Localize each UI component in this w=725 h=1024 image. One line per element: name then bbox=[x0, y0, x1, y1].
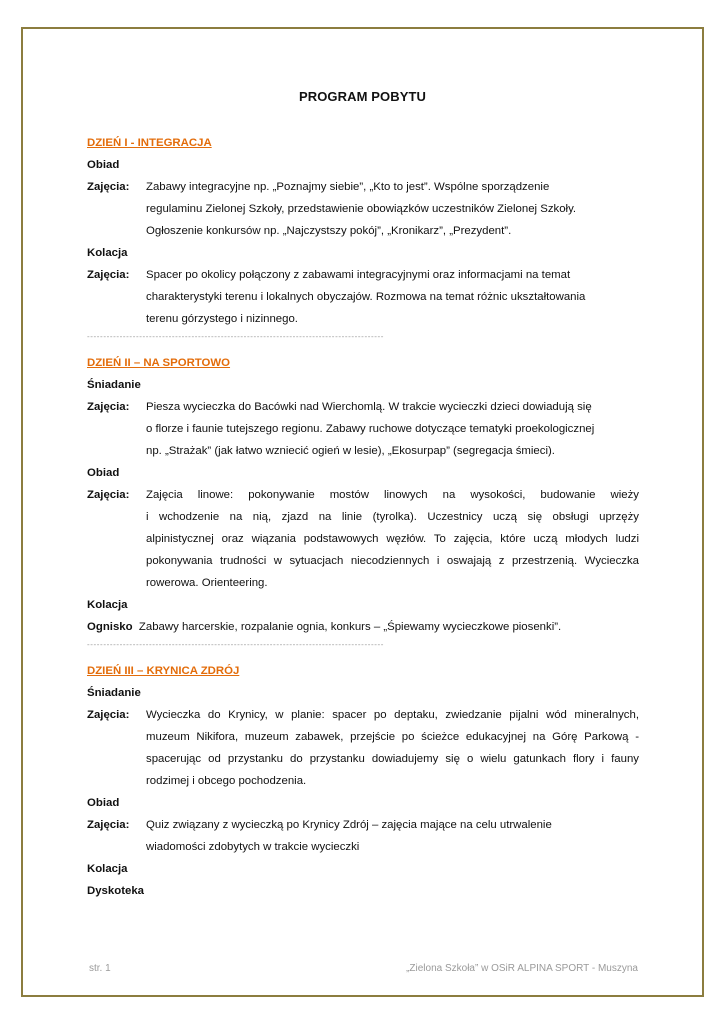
activity-label: Zajęcia: bbox=[87, 709, 130, 721]
activity-text-line: charakterystyki terenu i lokalnych obyczajów. Rozmowa na temat różnic ukształtowania bbox=[146, 291, 586, 303]
activity-text-line: regulaminu Zielonej Szkoły, przedstawienie obowiązków uczestników Zielonej Szkoły. bbox=[146, 203, 577, 215]
activity-text-line: Zajęcia linowe: pokonywanie mostów linowych na wysokości, budowanie wieży bbox=[146, 489, 639, 501]
meal-label: Obiad bbox=[87, 467, 120, 479]
activity-text-line: Wycieczka do Krynicy, w planie: spacer po deptaku, zwiedzanie pijalni wód mineralnych, bbox=[146, 709, 639, 721]
activity-entry bbox=[87, 814, 639, 858]
activity-entry bbox=[87, 484, 639, 594]
activity-text-line: rodzimej i obcego pochodzenia. bbox=[146, 775, 307, 787]
activity-entry bbox=[87, 704, 639, 792]
activity-text-line: np. „Strażak” (jak łatwo wzniecić ogień w lesie), „Ekosurpap” (segregacja śmieci). bbox=[146, 445, 555, 457]
activity-text-line: Spacer po okolicy połączony z zabawami integracyjnymi oraz informacjami na temat bbox=[146, 269, 571, 281]
meal-label: Obiad bbox=[87, 159, 120, 171]
activity-text-line: alpinistycznej oraz wiązania podstawowych węzłów. To zajęcia, które uczą młodych ludzi bbox=[146, 533, 639, 545]
page-title: PROGRAM POBYTU bbox=[298, 89, 427, 104]
activity-label: Zajęcia: bbox=[87, 181, 130, 193]
activity-text-line: spacerując od przystanku do przystanku dowiadujemy się o wielu gatunkach flory i fauny bbox=[146, 753, 639, 765]
day-2-heading: DZIEŃ II – NA SPORTOWO bbox=[87, 357, 231, 369]
bonfire-text: Zabawy harcerskie, rozpalanie ognia, konkurs – „Śpiewamy wycieczkowe piosenki”. bbox=[138, 621, 562, 633]
bonfire-entry bbox=[87, 616, 639, 638]
meal-label: Obiad bbox=[87, 797, 120, 809]
bonfire-label: Ognisko bbox=[87, 621, 133, 633]
activity-text-line: o florze i faunie tutejszego regionu. Zabawy ruchowe dotyczące tematyki proekologicznej bbox=[146, 423, 595, 435]
activity-label: Zajęcia: bbox=[87, 401, 130, 413]
activity-text-line: muzeum Nikifora, muzeum zabawek, przejście po ścieżce edukacyjnej na Górę Parkową - bbox=[146, 731, 639, 743]
activity-text-line: Ogłoszenie konkursów np. „Najczystszy pokój”, „Kronikarz”, „Prezydent”. bbox=[146, 225, 512, 237]
page-number: str. 1 bbox=[89, 963, 111, 974]
activity-text-line: Zabawy integracyjne np. „Poznajmy siebie”, „Kto to jest”. Wspólne sporządzenie bbox=[146, 181, 550, 193]
activity-text-line: Quiz związany z wycieczką po Krynicy Zdrój – zajęcia mające na celu utrwalenie bbox=[146, 819, 552, 831]
activity-entry bbox=[87, 264, 639, 330]
activity-entry bbox=[87, 396, 639, 462]
meal-label: Kolacja bbox=[87, 247, 128, 259]
section-separator: ------------------------------------------------------------------------------------------- bbox=[87, 332, 385, 341]
activity-entry bbox=[87, 176, 639, 242]
meal-label: Dyskoteka bbox=[87, 885, 144, 897]
meal-label: Kolacja bbox=[87, 599, 128, 611]
activity-text-line: Piesza wycieczka do Bacówki nad Wierchomlą. W trakcie wycieczki dzieci dowiadują się bbox=[146, 401, 592, 413]
meal-label: Kolacja bbox=[87, 863, 128, 875]
day-3-heading: DZIEŃ III – KRYNICA ZDRÓJ bbox=[87, 665, 240, 677]
activity-text-line: wiadomości zdobytych w trakcie wycieczki bbox=[146, 841, 360, 853]
activity-text-line: rowerowa. Orienteering. bbox=[146, 577, 268, 589]
section-separator: ------------------------------------------------------------------------------------------- bbox=[87, 640, 385, 649]
meal-label: Śniadanie bbox=[87, 379, 141, 391]
activity-label: Zajęcia: bbox=[87, 819, 130, 831]
meal-label: Śniadanie bbox=[87, 687, 141, 699]
footer-source: „Zielona Szkoła” w OSiR ALPINA SPORT - Muszyna bbox=[406, 963, 638, 974]
activity-label: Zajęcia: bbox=[87, 489, 130, 501]
day-1-heading: DZIEŃ I - INTEGRACJA bbox=[87, 137, 212, 149]
activity-text-line: i wchodzenie na nią, zjazd na linie (tyrolka). Uczestnicy uczą się obsługi uprzęży bbox=[146, 511, 639, 523]
activity-label: Zajęcia: bbox=[87, 269, 130, 281]
program-content bbox=[87, 132, 639, 902]
activity-text-line: pokonywania trudności w sytuacjach niecodziennych i oswajają z przestrzenią. Wycieczka bbox=[146, 555, 639, 567]
activity-text-line: terenu górzystego i nizinnego. bbox=[146, 313, 298, 325]
